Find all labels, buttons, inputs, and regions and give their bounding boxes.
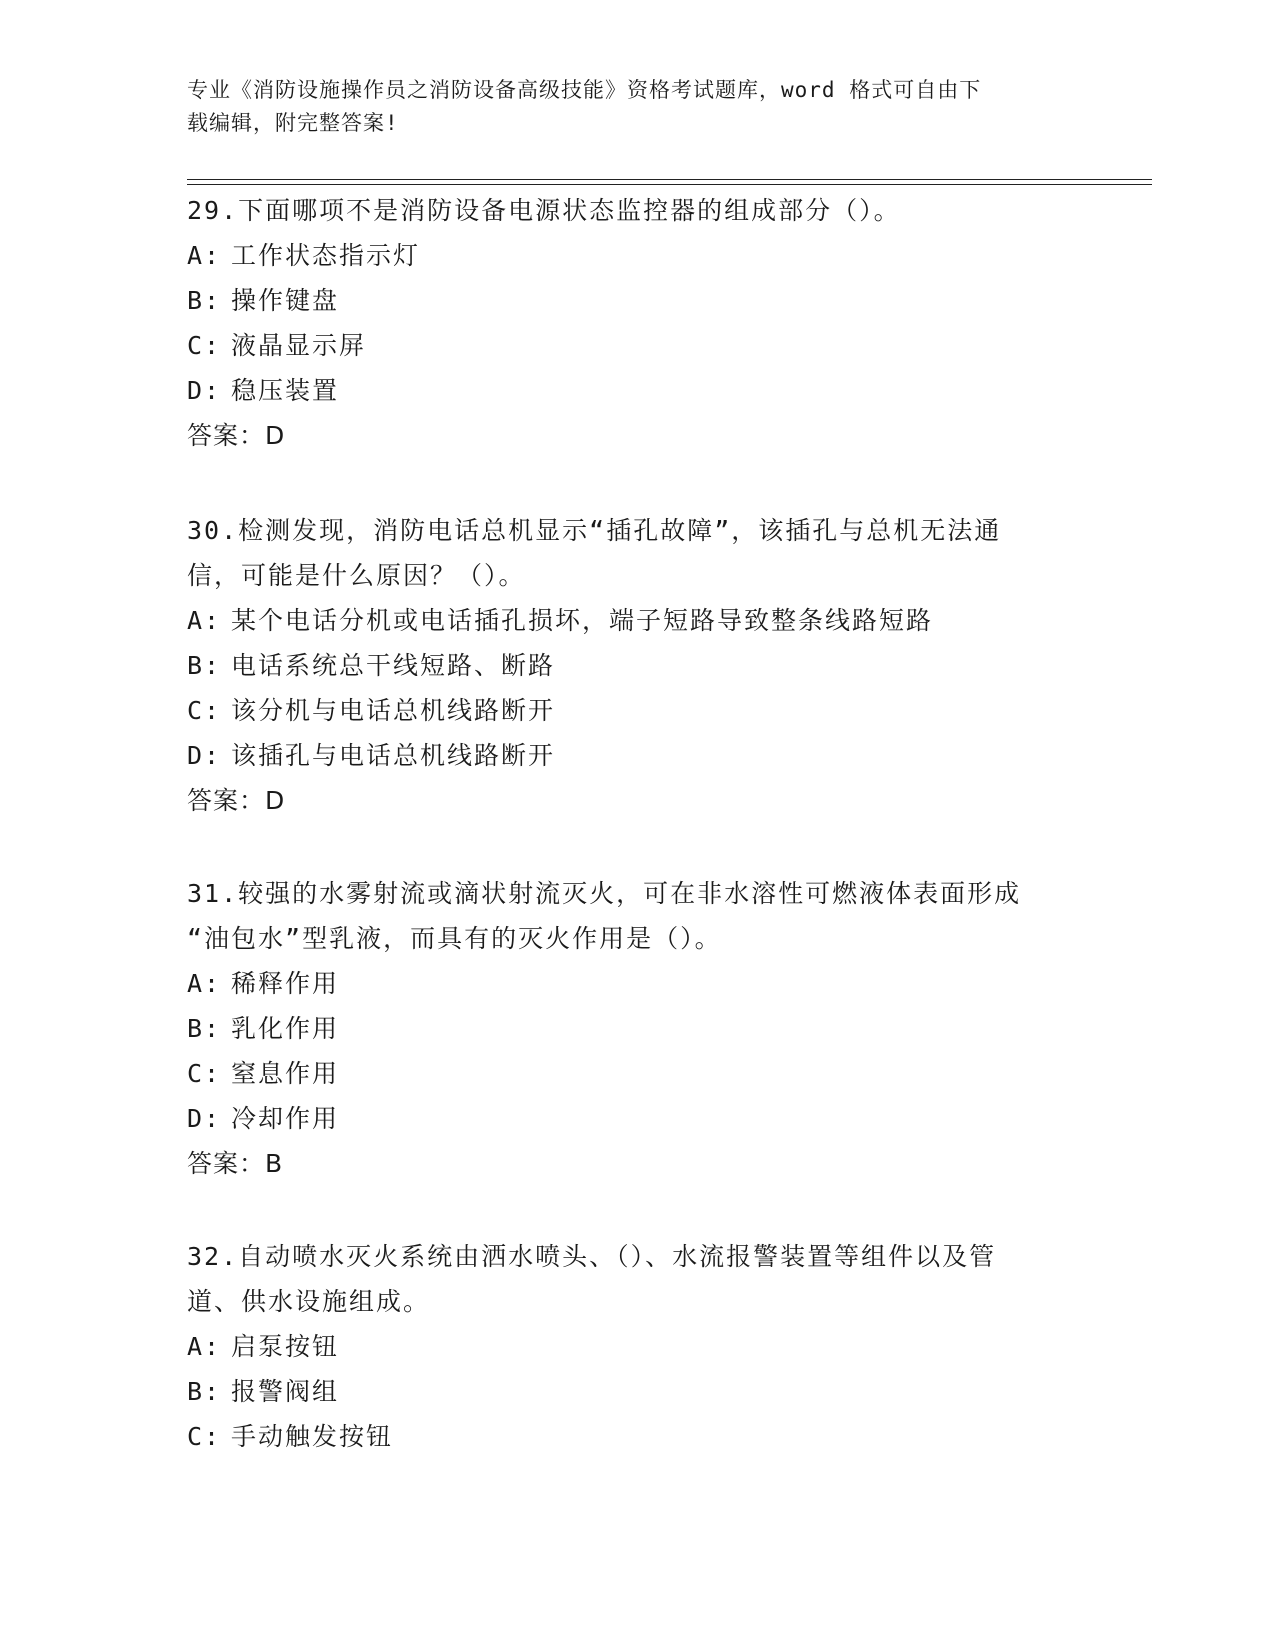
question-stem-continued: 信，可能是什么原因？（）。 (187, 561, 526, 590)
option-letter: D: (187, 1104, 222, 1133)
option-a (187, 233, 1087, 278)
option-a (187, 961, 1087, 1006)
header-line-2: 载编辑，附完整答案! (187, 111, 399, 135)
answer-line: 答案：B (187, 1149, 284, 1178)
option-text: 稳压装置 (231, 376, 340, 405)
option-a (187, 1324, 1087, 1369)
option-letter: B: (187, 1377, 222, 1406)
question-stem: 29.下面哪项不是消防设备电源状态监控器的组成部分（）。 (187, 196, 901, 225)
option-c (187, 1051, 1087, 1096)
option-b (187, 1006, 1087, 1051)
question-32 (187, 1234, 1087, 1459)
option-b (187, 278, 1087, 323)
option-b (187, 1369, 1087, 1414)
answer-line: 答案：D (187, 421, 286, 450)
option-letter: A: (187, 969, 222, 998)
option-text: 稀释作用 (231, 969, 340, 998)
option-text: 窒息作用 (231, 1059, 340, 1088)
option-letter: C: (187, 331, 222, 360)
option-text: 该分机与电话总机线路断开 (231, 696, 556, 725)
option-text: 报警阀组 (231, 1377, 340, 1406)
option-d (187, 368, 1087, 413)
option-text: 电话系统总干线短路、断路 (231, 651, 556, 680)
question-stem: 30.检测发现，消防电话总机显示“插孔故障”，该插孔与总机无法通 (187, 516, 1002, 545)
option-d (187, 1096, 1087, 1141)
question-stem-continued: “油包水”型乳液，而具有的灭火作用是（）。 (187, 924, 722, 953)
question-30 (187, 508, 1087, 823)
option-text: 该插孔与电话总机线路断开 (231, 741, 556, 770)
question-31 (187, 871, 1087, 1186)
question-29 (187, 188, 1087, 458)
option-text: 乳化作用 (231, 1014, 340, 1043)
option-c (187, 323, 1087, 368)
option-text: 工作状态指示灯 (231, 241, 421, 270)
header-divider-bottom (187, 184, 1152, 185)
option-text: 冷却作用 (231, 1104, 340, 1133)
option-letter: C: (187, 1422, 222, 1451)
question-stem-continued: 道、供水设施组成。 (187, 1287, 431, 1316)
option-letter: D: (187, 741, 222, 770)
option-text: 某个电话分机或电话插孔损坏，端子短路导致整条线路短路 (231, 606, 934, 635)
option-text: 液晶显示屏 (231, 331, 367, 360)
option-a (187, 598, 1087, 643)
option-letter: C: (187, 696, 222, 725)
option-letter: B: (187, 286, 222, 315)
option-letter: A: (187, 241, 222, 270)
option-d (187, 733, 1087, 778)
option-b (187, 643, 1087, 688)
option-text: 操作键盘 (231, 286, 340, 315)
option-letter: C: (187, 1059, 222, 1088)
question-stem: 31.较强的水雾射流或滴状射流灭火，可在非水溶性可燃液体表面形成 (187, 879, 1022, 908)
option-letter: A: (187, 1332, 222, 1361)
option-c (187, 688, 1087, 733)
question-stem: 32.自动喷水灭火系统由洒水喷头、（）、水流报警装置等组件以及管 (187, 1242, 997, 1271)
option-text: 手动触发按钮 (231, 1422, 394, 1451)
option-c (187, 1414, 1087, 1459)
option-letter: B: (187, 1014, 222, 1043)
option-letter: A: (187, 606, 222, 635)
header-divider-top (187, 179, 1152, 180)
answer-line: 答案：D (187, 786, 286, 815)
header-line-1: 专业《消防设施操作员之消防设备高级技能》资格考试题库，word 格式可自由下 (187, 78, 982, 102)
document-header (187, 74, 1087, 140)
option-letter: B: (187, 651, 222, 680)
option-text: 启泵按钮 (231, 1332, 340, 1361)
option-letter: D: (187, 376, 222, 405)
